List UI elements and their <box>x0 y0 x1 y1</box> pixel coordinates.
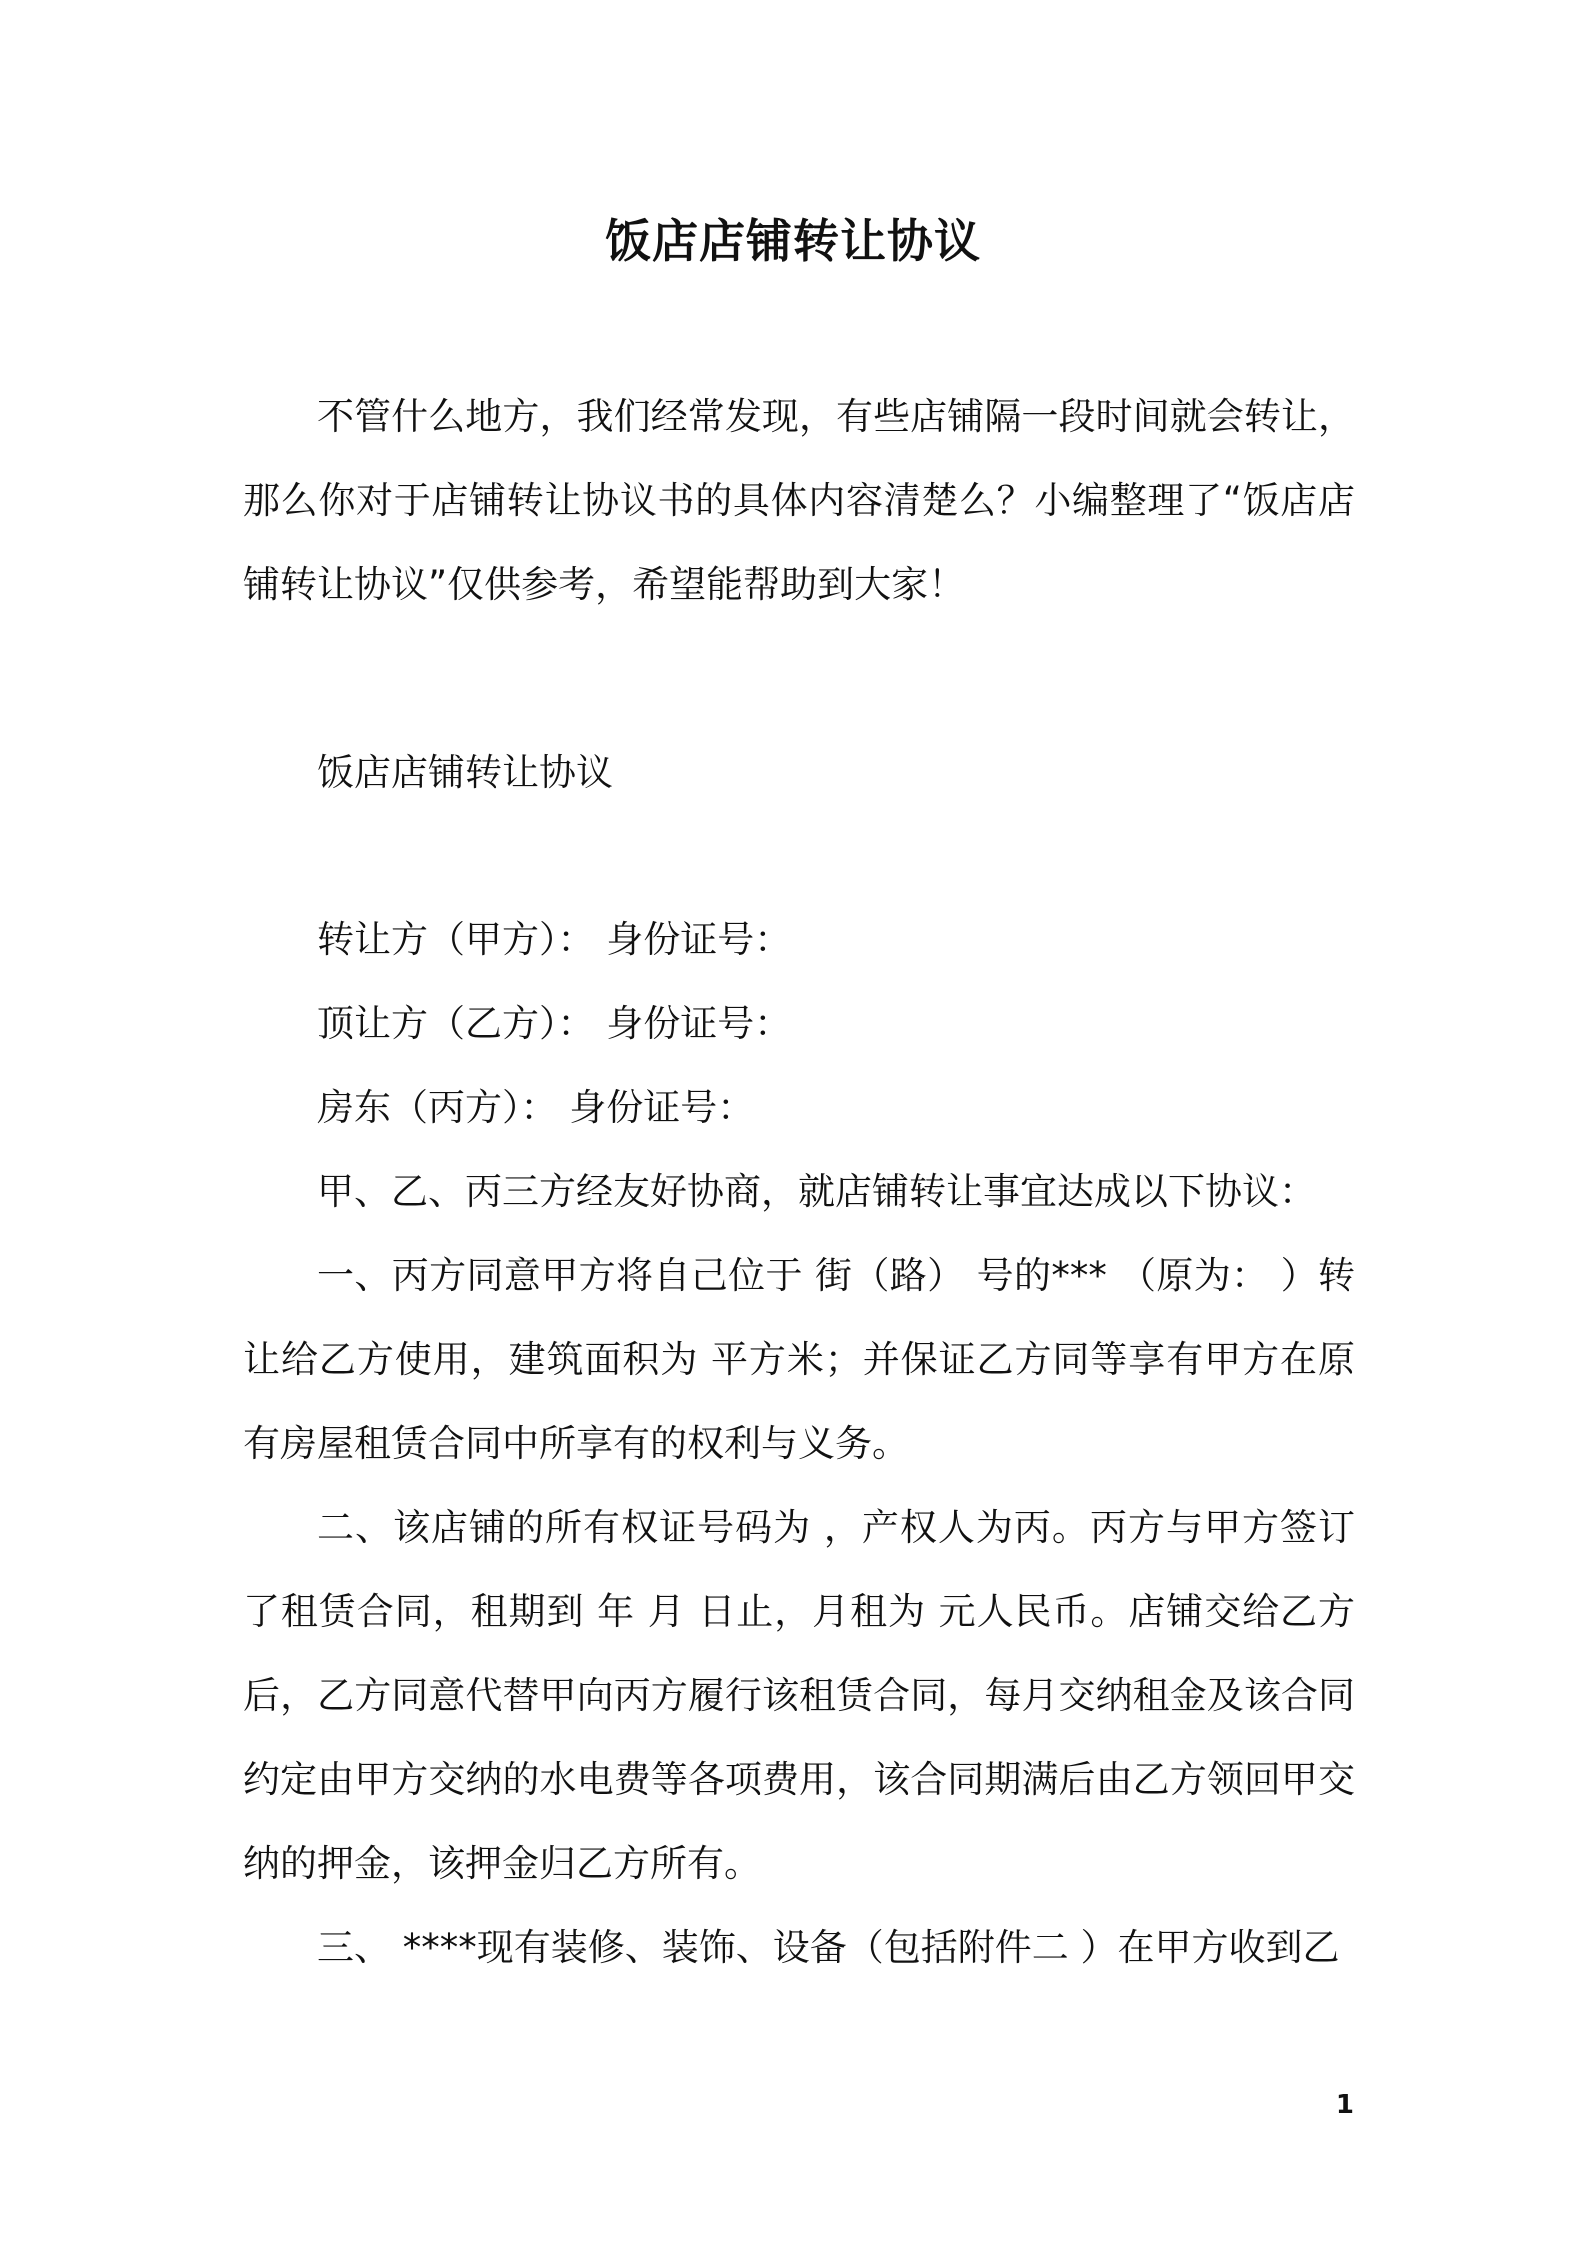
clause-3-paragraph: 三、 ****现有装修、装饰、设备（包括附件二 ）在甲方收到乙 <box>317 1926 1340 1969</box>
agreement-intro-line: 甲、乙、丙三方经友好协商，就店铺转让事宜达成以下协议： <box>317 1170 1316 1213</box>
clause-2-paragraph: 二、该店铺的所有权证号码为 ，产权人为丙。丙方与甲方签订了租赁合同，租期到 年 月 日止，月租为 元人民币。店铺交给乙方后，乙方同意代替甲向丙方履行该租赁合同，每月交纳租金及该合同约定由甲方交纳的水电费等各项费用，该合同期满后由乙方领回甲交纳的押金，该押金归乙方所有。 <box>243 1506 1355 1885</box>
page-number: 1 <box>1335 2090 1354 2120</box>
clause-1-paragraph: 一、丙方同意甲方将自己位于 街（路） 号的*** （原为： ）转让给乙方使用，建筑面积为 平方米；并保证乙方同等享有甲方在原有房屋租赁合同中所享有的权利与义务。 <box>243 1254 1355 1465</box>
subtitle: 饭店店铺转让协议 <box>317 751 613 794</box>
party-a-line: 转让方（甲方）： 身份证号： <box>317 918 792 961</box>
party-c-line: 房东（丙方）： 身份证号： <box>317 1086 755 1129</box>
intro-paragraph: 不管什么地方，我们经常发现，有些店铺隔一段时间就会转让，那么你对于店铺转让协议书的具体内容清楚么？小编整理了“饭店店铺转让协议”仅供参考，希望能帮助到大家！ <box>243 395 1355 606</box>
party-b-line: 顶让方（乙方）： 身份证号： <box>317 1002 792 1045</box>
document-title: 饭店店铺转让协议 <box>605 214 981 268</box>
